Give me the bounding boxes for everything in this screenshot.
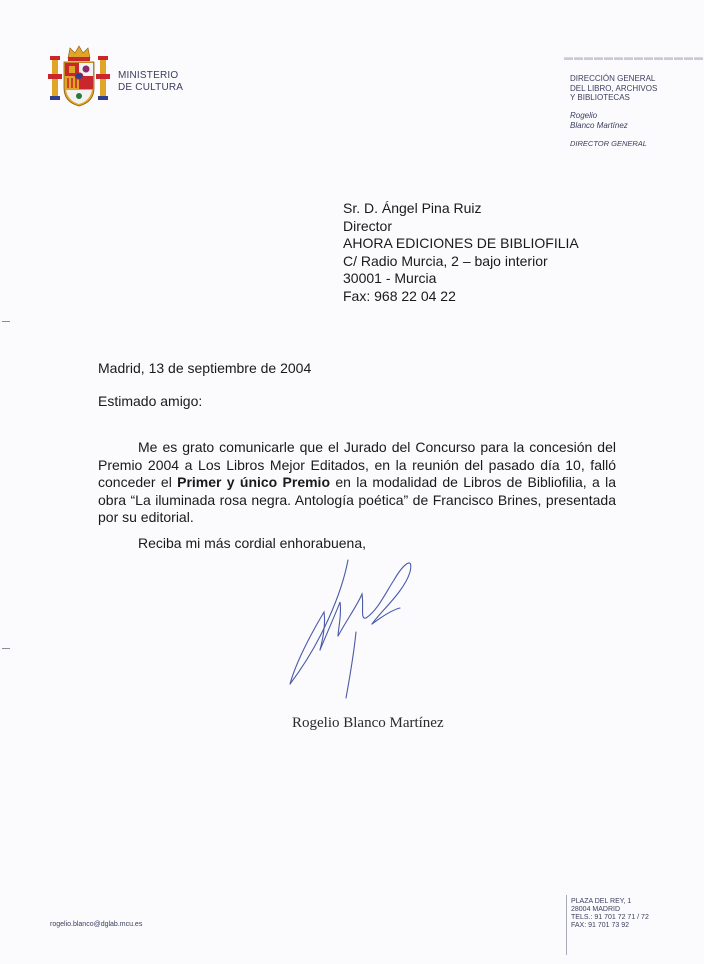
- directorate-line: DIRECCIÓN GENERAL: [570, 74, 656, 83]
- address-line: FAX: 91 701 73 92: [571, 922, 629, 929]
- recipient-name: Sr. D. Ángel Pina Ruiz: [343, 200, 482, 216]
- director-name: [570, 111, 628, 130]
- body-text: en la modalidad de Libros de Bibliofilia, a la obra “La iluminada rosa negra. Antología poética” de Francisco Brines, presentada por su editorial.: [98, 474, 617, 525]
- footer-divider: [566, 895, 567, 955]
- ministry-line: DE CULTURA: [118, 82, 184, 93]
- directorate-name: [570, 74, 657, 103]
- coat-of-arms-icon: [48, 44, 110, 108]
- address-line: PLAZA DEL REY, 1: [571, 898, 632, 905]
- recipient-company: AHORA EDICIONES DE BIBLIOFILIA: [343, 235, 579, 251]
- award-name: Primer y único Premio: [177, 474, 331, 490]
- handwritten-signature: [282, 552, 422, 702]
- address-line: 28004 MADRID: [571, 906, 621, 913]
- director-name-line: Blanco Martínez: [570, 120, 628, 130]
- letter-closing: Reciba mi más cordial enhorabuena,: [138, 535, 367, 551]
- letter-greeting: Estimado amigo:: [98, 393, 203, 409]
- director-name-line: Rogelio: [570, 111, 598, 120]
- directorate-line: Y BIBLIOTECAS: [570, 93, 630, 102]
- signer-name: Rogelio Blanco Martínez: [292, 715, 444, 731]
- recipient-street: C/ Radio Murcia, 2 – bajo interior: [343, 252, 548, 269]
- side-fold-mark: [2, 321, 10, 322]
- ministry-name: [118, 70, 183, 94]
- letter-body: [98, 439, 616, 527]
- ministry-line: MINISTERIO: [118, 70, 179, 81]
- footer-address: [571, 898, 649, 930]
- side-fold-mark: [2, 648, 10, 649]
- recipient-city: 30001 - Murcia: [343, 270, 437, 286]
- letter-date: Madrid, 13 de septiembre de 2004: [98, 360, 312, 376]
- recipient-position: Director: [343, 217, 393, 234]
- body-text: Me es grato comunicarle que el Jurado del Concurso para la concesión del Premio 2004 a Los Libros Mejor Editados, en la reunión del pasado día 10, falló conceder el: [98, 439, 616, 490]
- recipient-address: [343, 200, 579, 305]
- address-line: TELS.: 91 701 72 71 / 72: [571, 914, 649, 921]
- recipient-fax: Fax: 968 22 04 22: [343, 287, 456, 304]
- faded-stamp-mark: ▬▬▬▬▬▬▬▬▬▬▬▬▬▬: [564, 52, 704, 62]
- footer-email: rogelio.blanco@dglab.mcu.es: [50, 921, 143, 928]
- directorate-line: DEL LIBRO, ARCHIVOS: [570, 83, 658, 93]
- director-title: DIRECTOR GENERAL: [570, 139, 647, 148]
